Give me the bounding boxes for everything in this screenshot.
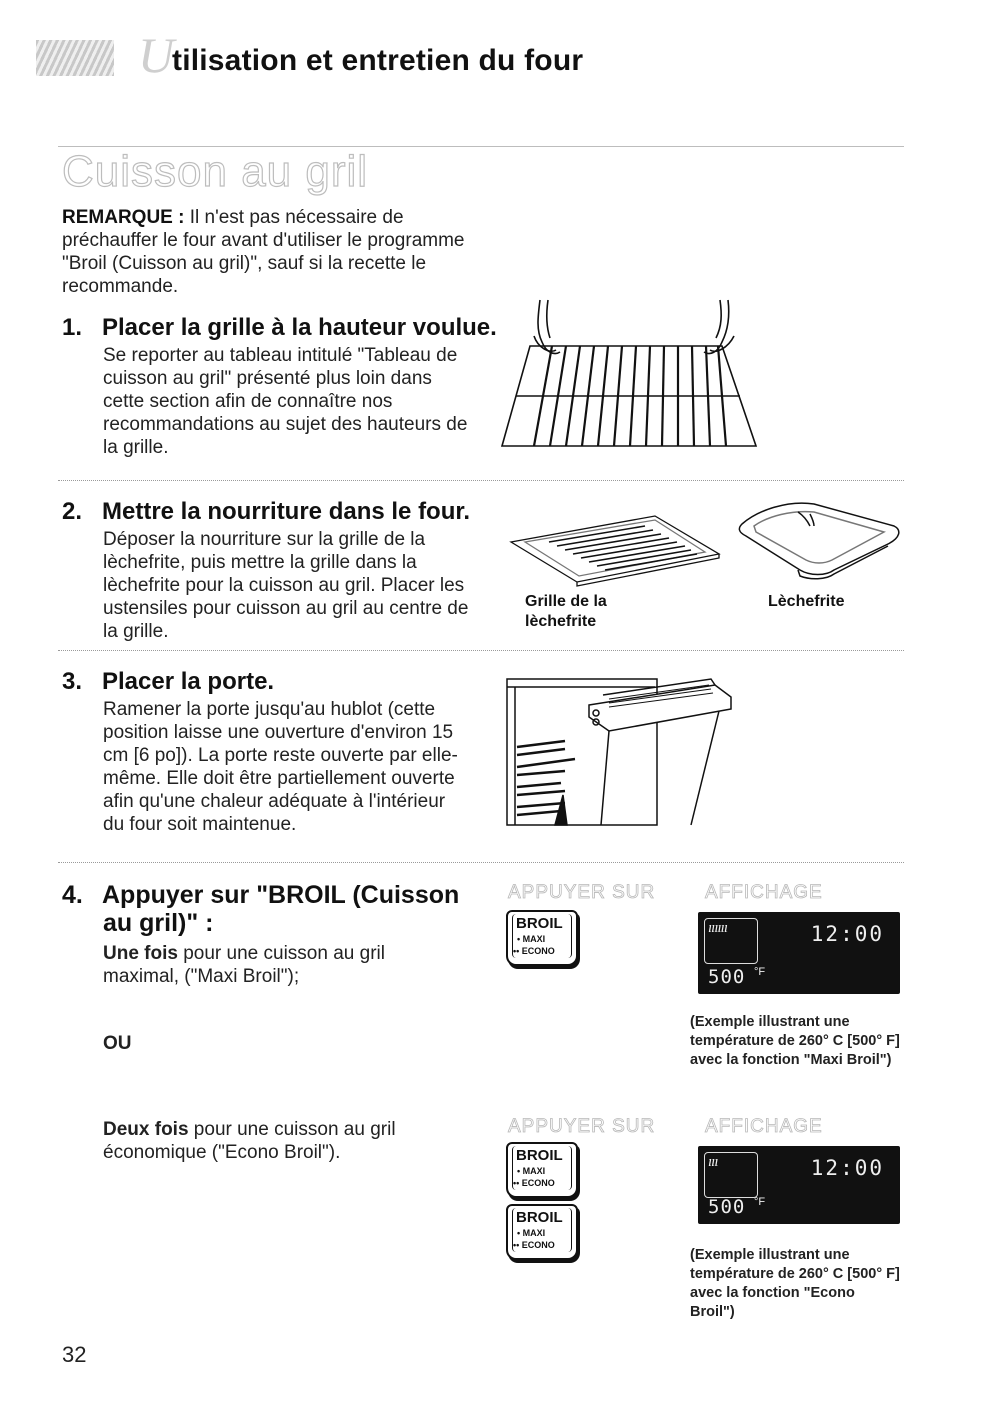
step-4-title-line1: Appuyer sur "BROIL (Cuisson [102,881,460,909]
broil-button-maxi-option: • MAXI [517,934,546,944]
display-label-maxi: AFFICHAGE [705,882,823,903]
option-2-text: pour une cuisson au gril économique ("Econo Broil"). [103,1119,396,1163]
header-title: tilisation et entretien du four [172,44,584,77]
step-1-title: Placer la grille à la hauteur voulue. [102,314,497,341]
broil-button-econo-option: •• ECONO [513,946,555,956]
broiler-grid-illustration [505,512,725,588]
display-temperature: 500 [708,1196,746,1218]
step-4-title-line2: au gril)" : [103,909,214,937]
oven-door-ajar-illustration [505,675,745,827]
step-4-heading [62,882,459,909]
press-label-econo: APPUYER SUR [508,1116,656,1137]
step-4-number: 4. [62,881,83,909]
step-1-number: 1. [62,314,83,341]
broil-button-label: BROIL [516,915,563,932]
display-temperature-unit: °F [754,1196,766,1208]
step-1-body: Se reporter au tableau intitulé "Tableau de cuisson au gril" présenté plus loin dans cette section afin de connaître nos recommandations au sujet des hauteurs de la grille. [103,345,468,458]
display-temperature-unit: °F [754,966,766,978]
broil-button-econo-option: •• ECONO [513,1178,555,1188]
section-title: Cuisson au gril [62,147,369,196]
broil-button-maxi-option: • MAXI [517,1228,546,1238]
broil-button-label: BROIL [516,1147,563,1164]
step-2-title: Mettre la nourriture dans le four. [102,498,471,525]
step-1-heading [62,314,497,341]
step-divider-2 [58,650,904,651]
caption-lechefrite: Lèchefrite [768,593,845,610]
caption-grille-lechefrite: Grille de la lèchefrite [525,593,607,630]
press-label-maxi: APPUYER SUR [508,882,656,903]
header-title-initial: U [138,27,175,83]
page-number: 32 [62,1342,87,1367]
caption-maxi-broil: (Exemple illustrant une température de 260° C [500° F] avec la fonction "Maxi Broil") [690,1014,900,1068]
header-logo-graphic [36,40,114,76]
step-3-heading [62,668,274,695]
step-2-number: 2. [62,498,83,525]
step-divider-1 [58,480,904,481]
broil-button-maxi[interactable] [506,910,578,966]
display-clock: 12:00 [810,1156,884,1180]
display-label-econo: AFFICHAGE [705,1116,823,1137]
broil-level-indicator: ıııııı [708,920,728,936]
step-4-option-2 [103,1118,433,1164]
caption-econo-broil: (Exemple illustrant une température de 260° C [500° F] avec la fonction "Econo Broil") [690,1247,900,1320]
note-paragraph [62,206,482,298]
note-text: Il n'est pas nécessaire de préchauffer le four avant d'utiliser le programme "Broil (Cuisson au gril)", sauf si la recette le recommande. [62,207,465,297]
step-3-number: 3. [62,668,83,695]
oven-rack-illustration [490,296,770,456]
step-4-option-1 [103,942,433,988]
display-temperature: 500 [708,966,746,988]
step-divider-3 [58,862,904,863]
broil-level-indicator: ııı [708,1154,718,1170]
step-3-title: Placer la porte. [102,668,275,695]
broil-button-label: BROIL [516,1209,563,1226]
broil-button-maxi-option: • MAXI [517,1166,546,1176]
note-label: REMARQUE : [62,207,185,228]
step-2-heading [62,498,470,525]
step-2-body: Déposer la nourriture sur la grille de la lèchefrite, puis mettre la grille dans la lèchefrite pour la cuisson au gril. Placer les ustensiles pour cuisson au gril au centre de la grille. [103,529,469,642]
step-4-or: OU [103,1033,132,1054]
option-1-text: pour une cuisson au gril maximal, ("Maxi Broil"); [103,943,385,987]
option-1-bold: Une fois [103,943,178,964]
oven-display-econo [698,1146,900,1224]
broil-button-econo-option: •• ECONO [513,1240,555,1250]
option-2-bold: Deux fois [103,1119,189,1140]
oven-display-maxi [698,912,900,994]
step-3-body: Ramener la porte jusqu'au hublot (cette position laisse une ouverture d'environ 15 cm [6 po]). La porte reste ouverte par elle-même. Elle doit être partiellement ouverte afin qu'une chaleur adéquate à l'intérieur du four soit maintenue. [103,699,458,835]
broiler-pan-illustration [738,496,906,580]
display-clock: 12:00 [810,922,884,946]
broil-button-econo-second-press[interactable] [506,1204,578,1260]
broil-button-econo-first-press[interactable] [506,1142,578,1198]
